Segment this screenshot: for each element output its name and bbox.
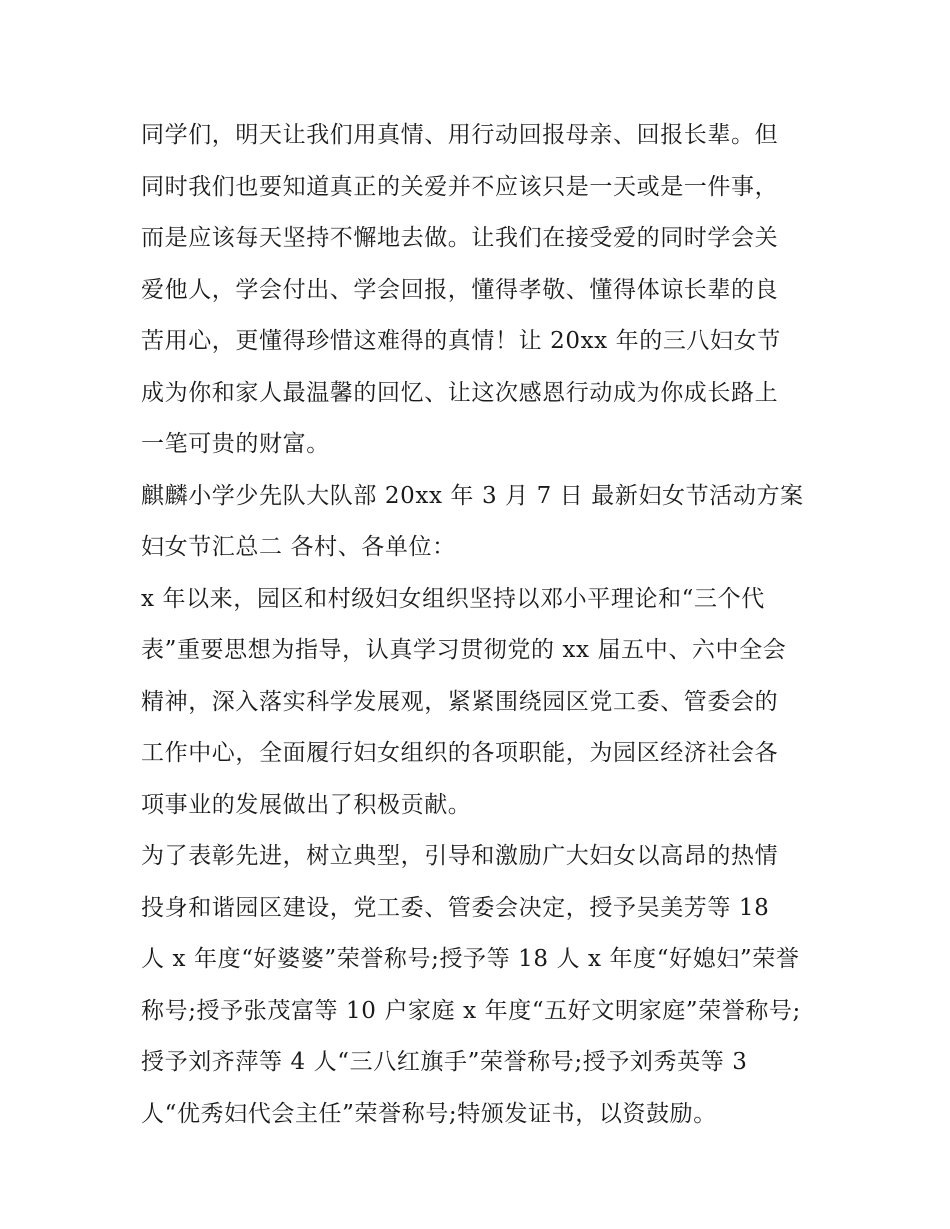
text-line-20: 人“优秀妇代会主任”荣誉称号;特颁发证书，以资鼓励。 — [141, 1100, 717, 1127]
text-line-14: 项事业的发展做出了积极贡献。 — [141, 791, 472, 818]
text-line-4: 爱他人，学会付出、学会回报，懂得孝敬、懂得体谅长辈的良 — [141, 276, 779, 303]
text-line-19: 授予刘齐萍等 4 人“三八红旗手”荣誉称号;授予刘秀英等 3 — [141, 1049, 748, 1075]
text-line-6: 成为你和家人最温馨的回忆、让这次感恩行动成为你成长路上 — [141, 379, 779, 406]
text-line-18: 称号;授予张茂富等 10 户家庭 x 年度“五好文明家庭”荣誉称号; — [141, 997, 801, 1024]
text-line-2: 同时我们也要知道真正的关爱并不应该只是一天或是一件事， — [141, 173, 779, 200]
text-line-11: 表”重要思想为指导，认真学习贯彻党的 xx 届五中、六中全会 — [141, 637, 787, 663]
text-line-8: 麒麟小学少先队大队部 20xx 年 3 月 7 日 最新妇女节活动方案 — [141, 482, 804, 509]
text-line-12: 精神，深入落实科学发展观，紧紧围绕园区党工委、管委会的 — [141, 688, 779, 715]
text-line-3: 而是应该每天坚持不懈地去做。让我们在接受爱的同时学会关 — [141, 225, 779, 251]
text-line-13: 工作中心，全面履行妇女组织的各项职能，为园区经济社会各 — [141, 740, 779, 766]
text-line-1: 同学们，明天让我们用真情、用行动回报母亲、回报长辈。但 — [141, 122, 779, 148]
text-line-9: 妇女节汇总二 各村、各单位： — [141, 534, 456, 560]
document-body — [141, 110, 821, 1140]
text-line-10: x 年以来，园区和村级妇女组织坚持以邓小平理论和“三个代 — [141, 585, 765, 612]
text-line-15: 为了表彰先进，树立典型，引导和激励广大妇女以高昂的热情 — [141, 843, 779, 869]
text-line-16: 投身和谐园区建设，党工委、管委会决定，授予吴美芳等 18 — [141, 894, 770, 921]
text-line-7: 一笔可贵的财富。 — [141, 431, 330, 457]
text-line-5: 苦用心，更懂得珍惜这难得的真情！让 20xx 年的三八妇女节 — [141, 328, 781, 354]
text-line-17: 人 x 年度“好婆婆”荣誉称号;授予等 18 人 x 年度“好媳妇”荣誉 — [141, 946, 800, 972]
